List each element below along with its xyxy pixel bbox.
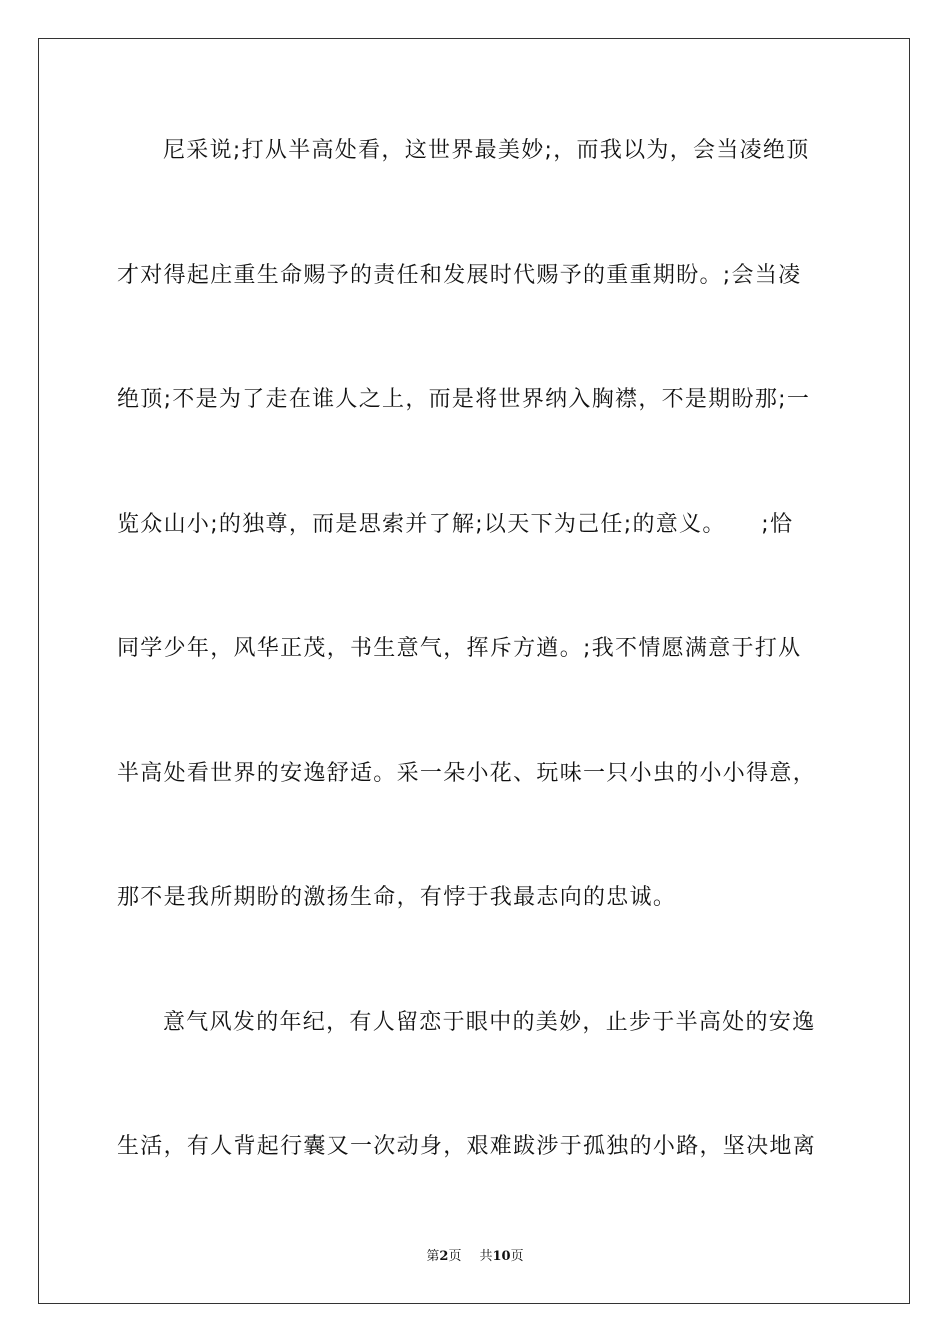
page-footer [0,1248,950,1266]
body-line-3: 绝顶;不是为了走在谁人之上，而是将世界纳入胸襟，不是期盼那;一 [117,387,811,412]
footer-page-prefix: 第 [426,1249,440,1264]
footer-page-number: 2 [439,1249,449,1264]
footer-page-suffix: 页 [448,1249,462,1264]
body-line-1: 尼采说;打从半高处看，这世界最美妙;，而我以为，会当凌绝顶 [163,138,810,163]
body-line-8: 意气风发的年纪，有人留恋于眼中的美妙，止步于半高处的安逸 [163,1010,816,1035]
footer-total-suffix: 页 [510,1249,524,1264]
body-line-7: 那不是我所期盼的激扬生命，有悖于我最志向的忠诚。 [117,885,677,910]
body-line-6: 半高处看世界的安逸舒适。采一朵小花、玩味一只小虫的小小得意， [117,761,817,786]
body-line-2: 才对得起庄重生命赐予的责任和发展时代赐予的重重期盼。;会当凌 [117,263,802,288]
body-line-5: 同学少年，风华正茂，书生意气，挥斥方遒。;我不情愿满意于打从 [117,636,802,661]
body-line-4: 览众山小;的独尊，而是思索并了解;以天下为己任;的意义。 ;恰 [117,512,794,537]
footer-total-pages: 10 [492,1249,511,1264]
body-line-9: 生活，有人背起行囊又一次动身，艰难跋涉于孤独的小路，坚决地离 [117,1134,817,1159]
footer-total-prefix: 共 [479,1249,493,1264]
page-border [38,38,910,1304]
